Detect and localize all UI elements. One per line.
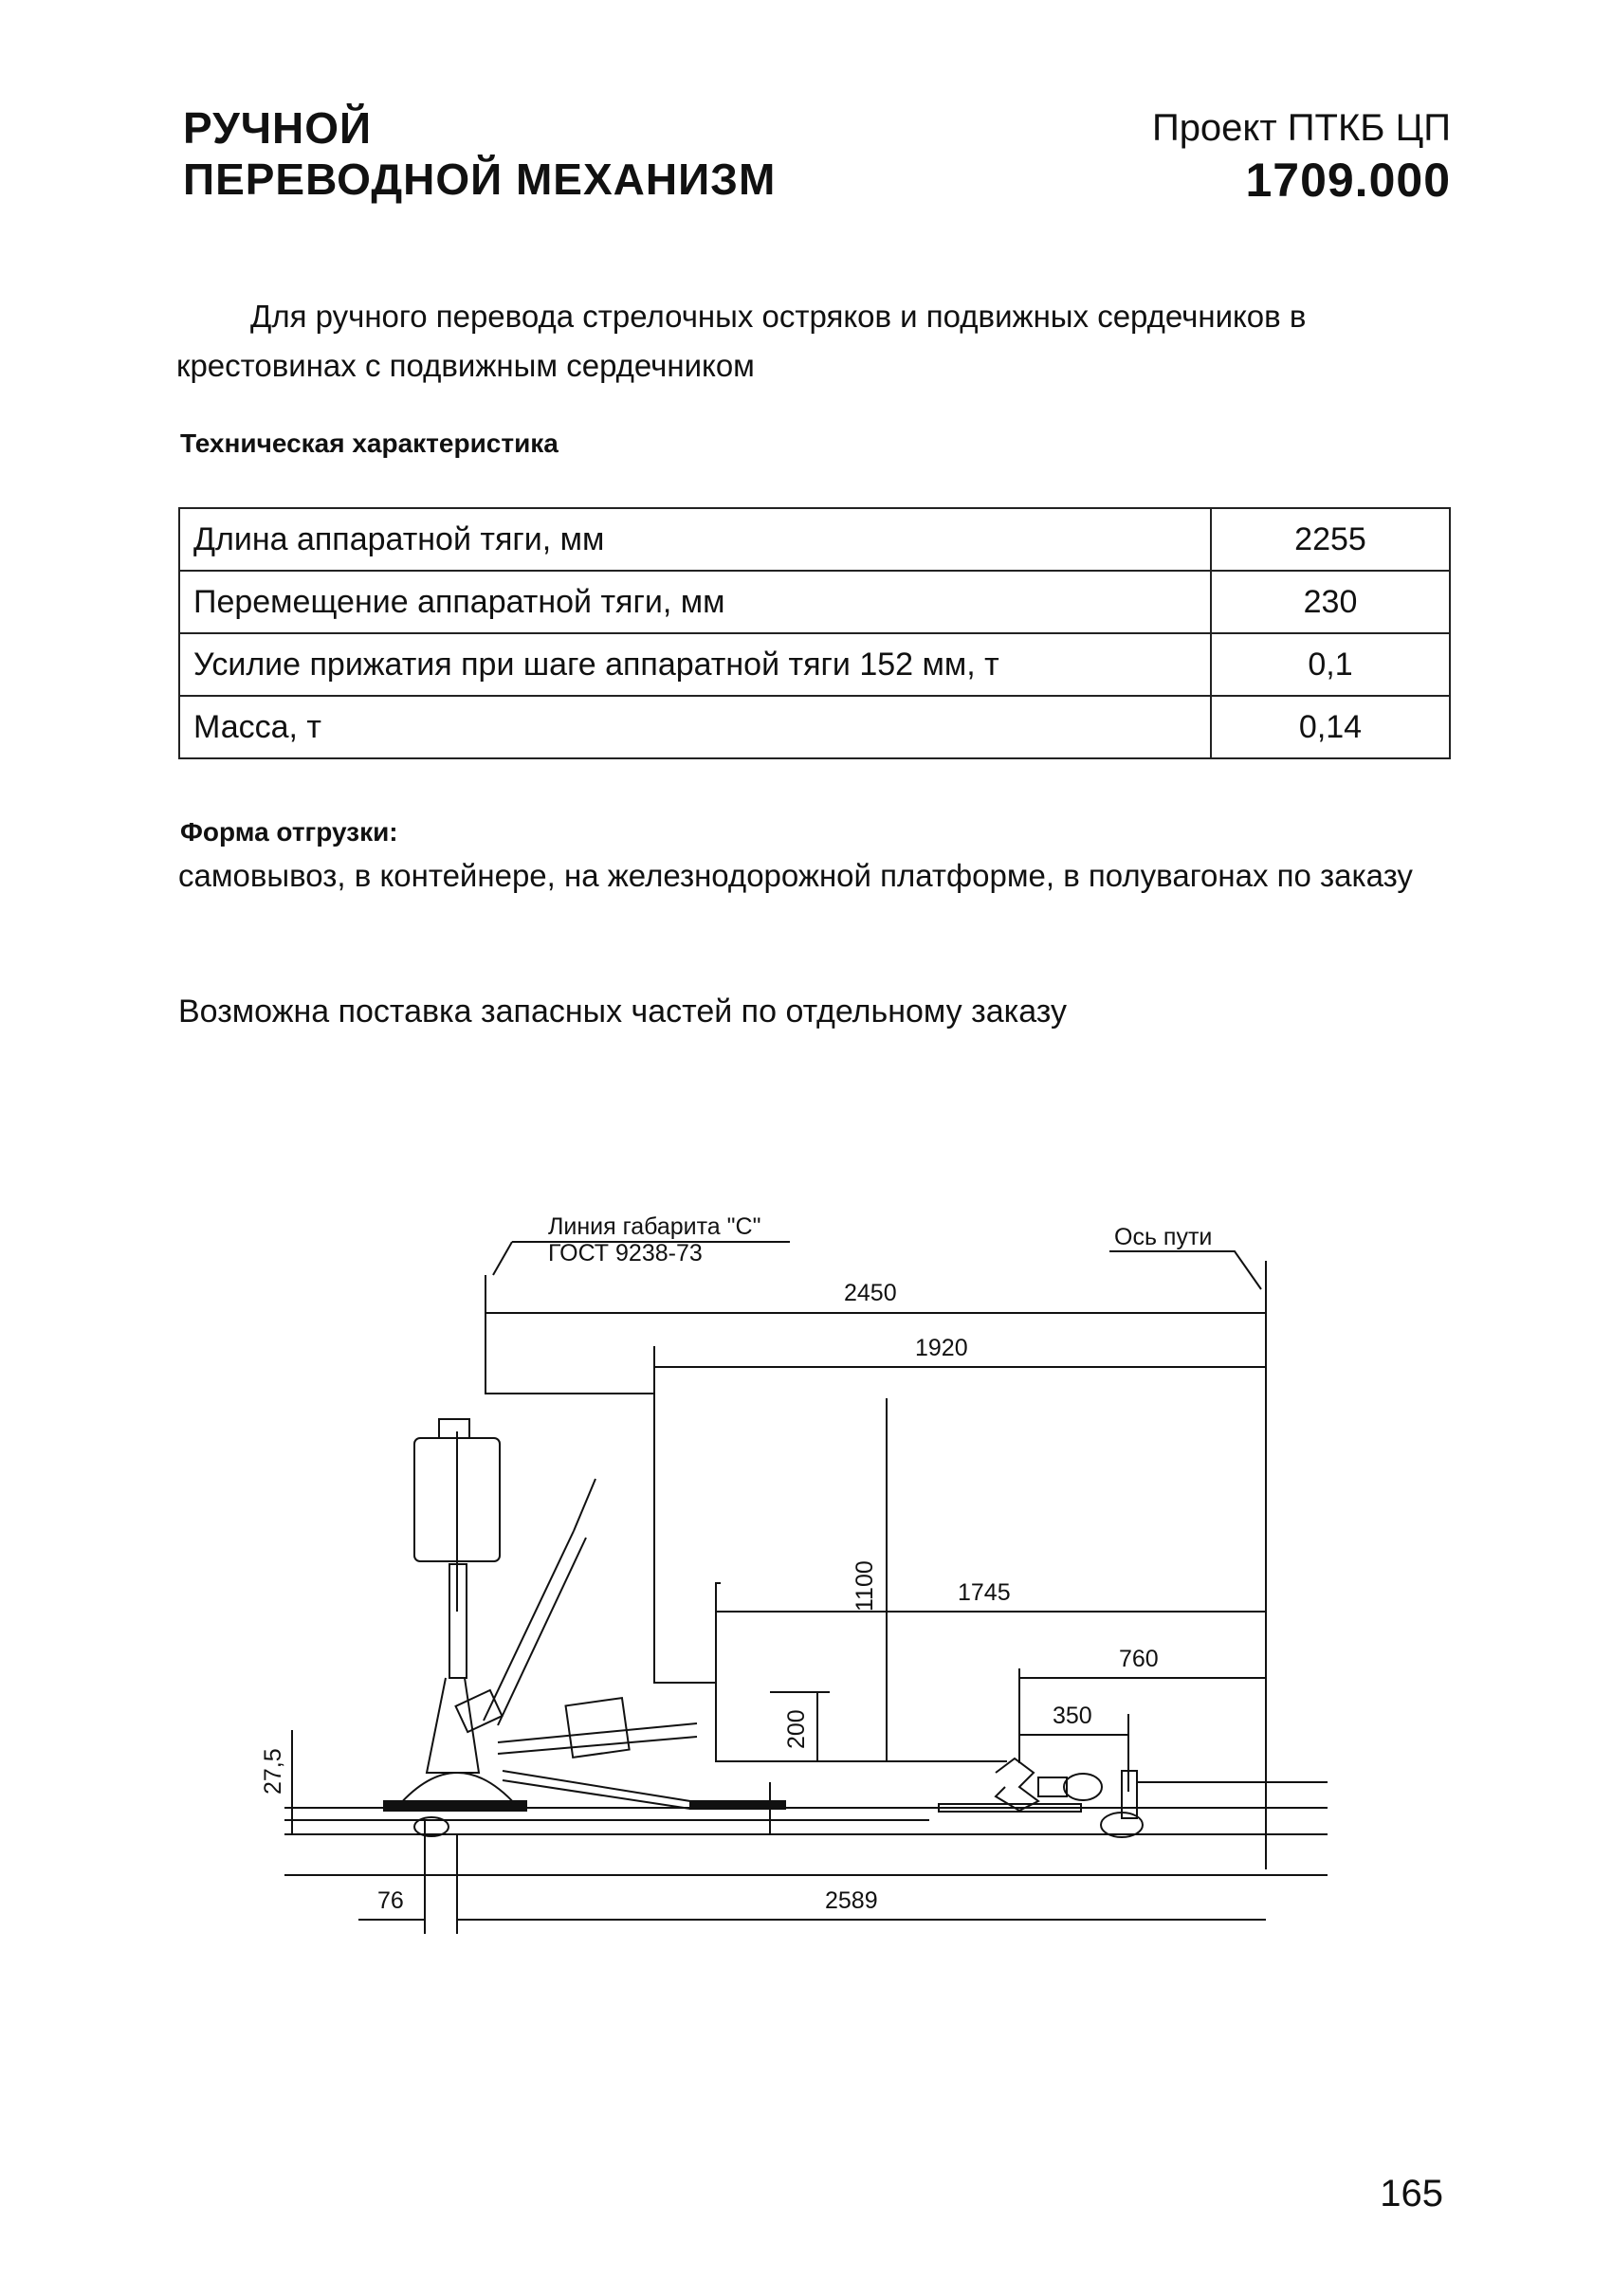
switch-connector — [1038, 1777, 1067, 1796]
column-base — [427, 1678, 479, 1773]
shipping-heading: Форма отгрузки: — [180, 817, 398, 847]
switch-eye — [1064, 1774, 1102, 1800]
dim-value: 2589 — [825, 1887, 878, 1914]
dim-value: 76 — [377, 1887, 404, 1914]
spec-label: Усилие прижатия при шаге аппаратной тяги 152 мм, т — [179, 633, 1211, 696]
axis-leader-line — [1109, 1251, 1261, 1289]
dim-1745 — [716, 1579, 1266, 1612]
tie-rod — [503, 1780, 690, 1809]
dim-27-5 — [260, 1730, 292, 1834]
intro-paragraph: Для ручного перевода стрелочных остряков и подвижных сердечников в крестовинах с подвижным сердечником — [176, 299, 1307, 383]
gauge-leader-line — [493, 1242, 512, 1275]
dim-200 — [770, 1692, 830, 1761]
mechanism-body — [384, 1419, 1328, 1837]
shipping-text: самовывоз, в контейнере, на железнодорожной платформе, в полувагонах по заказу — [178, 858, 1413, 893]
base-plate — [384, 1801, 526, 1811]
dim-value: 760 — [1119, 1646, 1159, 1672]
spares-note: Возможна поставка запасных частей по отдельному заказу — [178, 993, 1067, 1030]
page-number: 165 — [1380, 2173, 1443, 2214]
dim-1100 — [852, 1398, 887, 1761]
gauge-outline-step — [654, 1394, 716, 1683]
dim-value: 200 — [783, 1709, 810, 1749]
tie-rod — [503, 1771, 690, 1801]
lever-tip — [574, 1479, 595, 1531]
dim-value: 1920 — [915, 1335, 968, 1361]
dim-value: 27,5 — [260, 1748, 286, 1795]
axis-label: Ось пути — [1114, 1224, 1213, 1250]
dim-value: 1100 — [852, 1560, 878, 1612]
dim-1920 — [654, 1335, 1266, 1367]
dim-2589 — [457, 1834, 1266, 1934]
spec-label: Длина аппаратной тяги, мм — [179, 508, 1211, 571]
switch-clamp — [996, 1758, 1038, 1811]
spec-value: 230 — [1211, 571, 1450, 633]
title-line-2: ПЕРЕВОДНОЙ МЕХАНИЗМ — [183, 155, 777, 204]
dim-value: 350 — [1053, 1703, 1092, 1729]
tech-spec-heading: Техническая характеристика — [180, 428, 559, 458]
title-line-1: РУЧНОЙ — [183, 103, 373, 153]
project-label: Проект ПТКБ ЦП — [1151, 107, 1451, 149]
track-axis-label — [1109, 1224, 1261, 1289]
dim-value: 2450 — [844, 1280, 897, 1306]
spec-label: Перемещение аппаратной тяги, мм — [179, 571, 1211, 633]
spec-value: 0,14 — [1211, 696, 1450, 758]
gauge-line-label — [493, 1213, 790, 1275]
project-number: 1709.000 — [1245, 154, 1451, 207]
gauge-outline-upper — [485, 1275, 654, 1394]
gauge-outline-low — [716, 1683, 1007, 1761]
gauge-outline-mid — [716, 1583, 721, 1683]
dim-350 — [1019, 1703, 1128, 1792]
weight-cap — [439, 1419, 469, 1438]
dim-76 — [358, 1820, 425, 1934]
gauge-label-line1: Линия габарита "С" — [548, 1213, 761, 1240]
spec-label: Масса, т — [179, 696, 1211, 758]
arm-weight — [566, 1698, 630, 1758]
gauge-label-line2: ГОСТ 9238-73 — [548, 1240, 703, 1266]
lever-edge — [498, 1538, 586, 1725]
spec-value: 2255 — [1211, 508, 1450, 571]
spec-value: 0,1 — [1211, 633, 1450, 696]
dim-value: 1745 — [958, 1579, 1011, 1606]
